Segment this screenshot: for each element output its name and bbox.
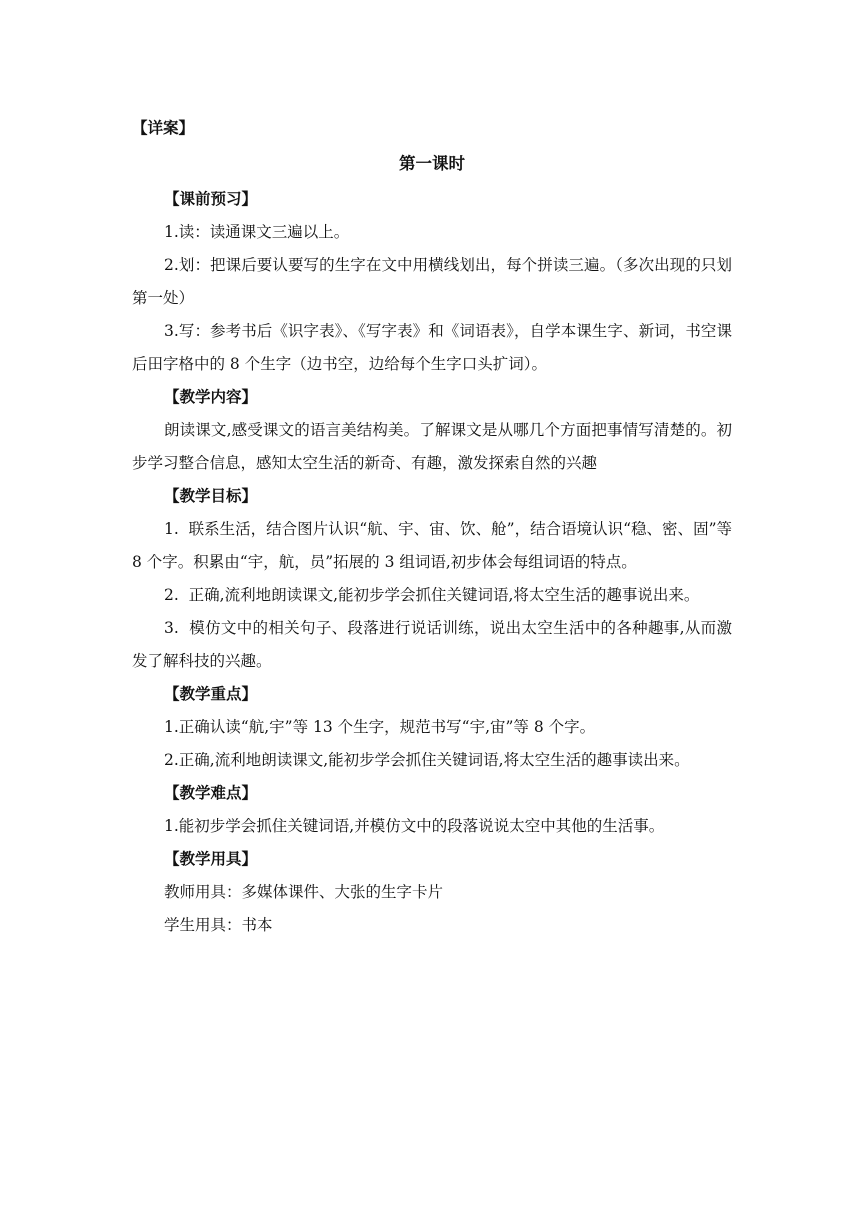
preview-item-1: 1.读：读通课文三遍以上。 xyxy=(164,223,350,241)
difficulty-item-1: 1.能初步学会抓住关键词语,并模仿文中的段落说说太空中其他的生活事。 xyxy=(164,817,665,835)
section-heading-difficulties: 【教学难点】 xyxy=(164,784,258,802)
goal-item-2: 2. 正确,流利地朗读课文,能初步学会抓住关键词语,将太空生活的趣事说出来。 xyxy=(164,586,700,604)
tool-item-student: 学生用具：书本 xyxy=(164,916,273,934)
preview-item-3: 3.写：参考书后《识字表》、《写字表》和《词语表》，自学本课生字、新词，书空课后田字格中的 8 个生字（边书空，边给每个生字口头扩词）。 xyxy=(132,322,732,373)
page-title: 第一课时 xyxy=(399,154,465,173)
key-point-item-1: 1.正确认读“航,宇”等 13 个生字，规范书写“宇,宙”等 8 个字。 xyxy=(164,718,596,736)
tool-item-teacher: 教师用具：多媒体课件、大张的生字卡片 xyxy=(164,883,444,901)
section-heading-key-points: 【教学重点】 xyxy=(164,685,258,703)
goal-item-1: 1. 联系生活，结合图片认识“航、宇、宙、饮、舱”，结合语境认识“稳、密、固”等 8 个字。积累由“宇，航，员”拓展的 3 组词语,初步体会每组词语的特点。 xyxy=(132,520,737,571)
preview-item-2: 2.划：把课后要认要写的生字在文中用横线划出，每个拼读三遍。（多次出现的只划第一处） xyxy=(132,256,732,307)
goal-item-3: 3. 模仿文中的相关句子、段落进行说话训练，说出太空生活中的各种趣事,从而激发了解科技的兴趣。 xyxy=(132,619,732,670)
key-point-item-2: 2.正确,流利地朗读课文,能初步学会抓住关键词语,将太空生活的趣事读出来。 xyxy=(164,751,690,769)
section-heading-preview: 【课前预习】 xyxy=(164,190,258,208)
section-heading-content: 【教学内容】 xyxy=(164,388,258,406)
section-heading-tools: 【教学用具】 xyxy=(164,850,258,868)
doc-tag: 【详案】 xyxy=(132,119,195,137)
section-heading-goals: 【教学目标】 xyxy=(164,487,258,505)
document-page xyxy=(132,112,737,942)
content-text: 朗读课文,感受课文的语言美结构美。了解课文是从哪几个方面把事情写清楚的。初步学习整合信息，感知太空生活的新奇、有趣，激发探索自然的兴趣 xyxy=(132,421,732,472)
